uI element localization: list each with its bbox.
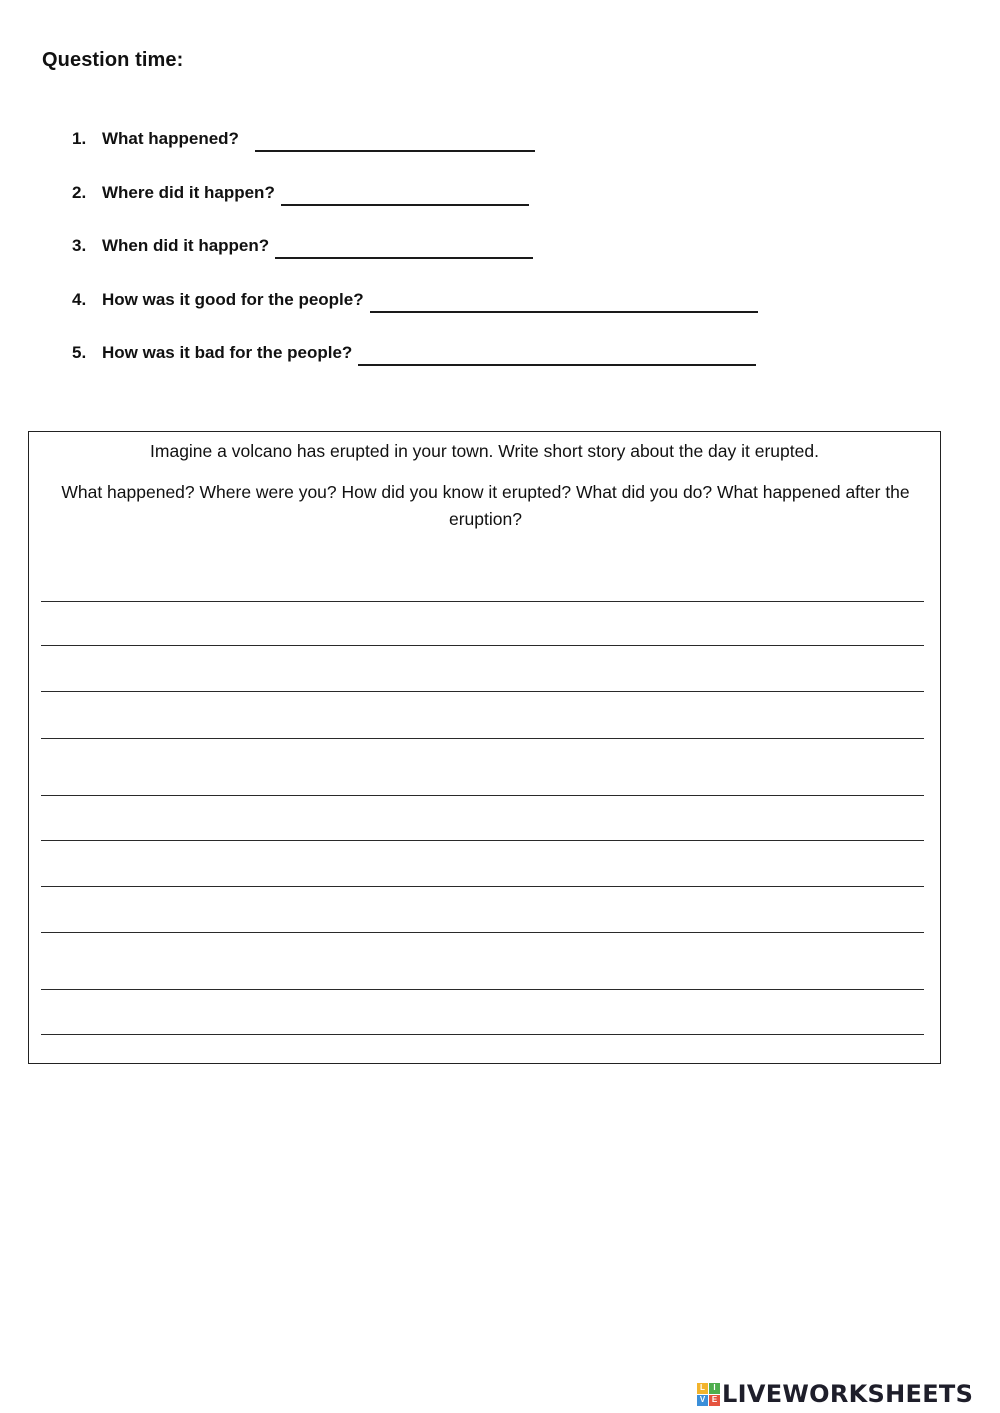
writing-line[interactable] — [41, 989, 924, 990]
question-item — [72, 233, 533, 259]
story-guiding-questions: What happened? Where were you? How did you know it erupted? What did you do? What happened after the eruption? — [61, 482, 910, 529]
question-number: 4. — [72, 290, 87, 309]
answer-line[interactable] — [281, 185, 529, 206]
writing-line[interactable] — [41, 645, 924, 646]
answer-line[interactable] — [275, 238, 533, 259]
story-writing-box — [28, 431, 941, 1064]
writing-line[interactable] — [41, 601, 924, 602]
question-item — [72, 180, 529, 206]
story-prompt: Imagine a volcano has erupted in your town. Write short story about the day it erupted. — [150, 441, 819, 461]
liveworksheets-logo-icon — [697, 1383, 720, 1406]
question-number: 1. — [72, 129, 87, 148]
writing-line[interactable] — [41, 691, 924, 692]
question-item — [72, 287, 758, 313]
question-item — [72, 126, 535, 152]
question-text: What happened? — [102, 129, 239, 148]
section-heading: Question time: — [42, 49, 184, 71]
answer-line[interactable] — [370, 292, 758, 313]
question-number: 3. — [72, 236, 87, 255]
writing-line[interactable] — [41, 932, 924, 933]
logo-cell: E — [709, 1395, 720, 1406]
question-text: How was it good for the people? — [102, 290, 364, 309]
writing-line[interactable] — [41, 738, 924, 739]
question-text: How was it bad for the people? — [102, 343, 353, 362]
liveworksheets-logo — [697, 1379, 973, 1409]
logo-cell: L — [697, 1383, 708, 1394]
question-text: Where did it happen? — [102, 183, 275, 202]
question-number: 2. — [72, 183, 87, 202]
writing-line[interactable] — [41, 840, 924, 841]
logo-cell: V — [697, 1395, 708, 1406]
answer-line[interactable] — [255, 131, 535, 152]
writing-line[interactable] — [41, 795, 924, 796]
question-item — [72, 340, 756, 366]
question-text: When did it happen? — [102, 236, 270, 255]
brand-name: LIVEWORKSHEETS — [722, 1380, 974, 1408]
answer-line[interactable] — [358, 345, 756, 366]
writing-line[interactable] — [41, 886, 924, 887]
writing-line[interactable] — [41, 1034, 924, 1035]
logo-cell: I — [709, 1383, 720, 1394]
question-number: 5. — [72, 343, 87, 362]
